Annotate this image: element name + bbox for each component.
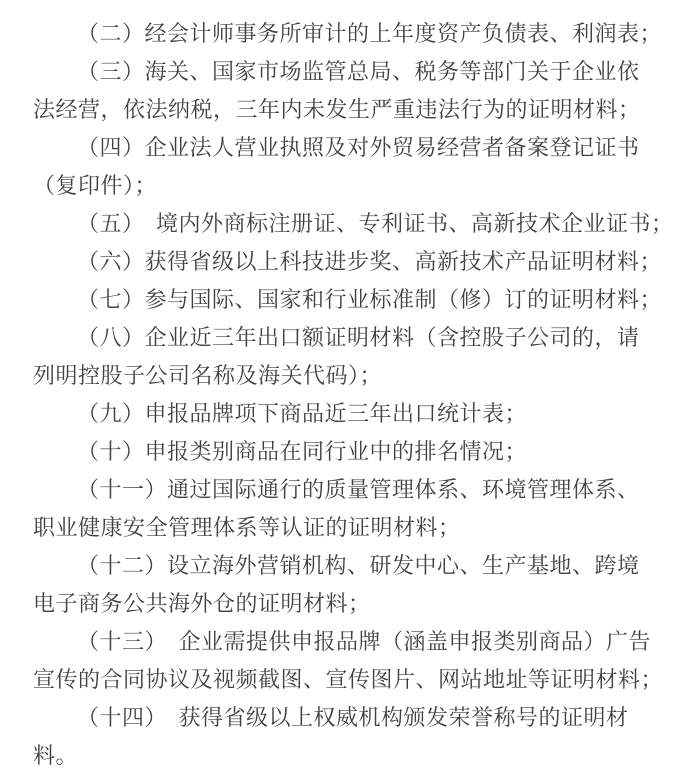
text-line: （十一）通过国际通行的质量管理体系、环境管理体系、 xyxy=(77,477,640,502)
text-line: （十三） 企业需提供申报品牌（涵盖申报类别商品）广告 xyxy=(77,629,652,654)
text-line: （九）申报品牌项下商品近三年出口统计表； xyxy=(77,401,528,426)
text-line: （三）海关、国家市场监管总局、税务等部门关于企业依 xyxy=(77,59,640,84)
paragraph xyxy=(33,205,674,243)
text-line: （六）获得省级以上科技进步奖、高新技术产品证明材料； xyxy=(77,249,663,274)
paragraph xyxy=(33,53,651,129)
paragraph xyxy=(33,433,651,471)
paragraph xyxy=(33,547,651,623)
paragraph xyxy=(33,281,663,319)
text-line: 料。 xyxy=(33,743,79,768)
paragraph xyxy=(33,395,651,433)
text-line: （四）企业法人营业执照及对外贸易经营者备案登记证书 xyxy=(77,135,640,160)
text-line: （十四） 获得省级以上权威机构颁发荣誉称号的证明材 xyxy=(77,705,629,730)
text-line: （十二）设立海外营销机构、研发中心、生产基地、跨境 xyxy=(77,553,640,578)
text-line: （十）申报类别商品在同行业中的排名情况； xyxy=(77,439,528,464)
paragraph xyxy=(33,623,664,699)
text-line: （复印件）； xyxy=(33,173,158,198)
text-line: （五） 境内外商标注册证、专利证书、高新技术企业证书； xyxy=(77,211,674,236)
paragraph xyxy=(33,699,651,775)
text-line: 法经营，依法纳税，三年内未发生严重违法行为的证明材料； xyxy=(33,97,641,122)
text-line: 电子商务公共海外仓的证明材料； xyxy=(33,591,371,616)
text-line: 列明控股子公司名称及海关代码）； xyxy=(33,363,383,388)
paragraph xyxy=(33,243,663,281)
text-line: 职业健康安全管理体系等认证的证明材料； xyxy=(33,515,461,540)
text-line: （二）经会计师事务所审计的上年度资产负债表、利润表； xyxy=(77,21,663,46)
paragraph xyxy=(33,471,651,547)
text-line: （七）参与国际、国家和行业标准制（修）订的证明材料； xyxy=(77,287,663,312)
document-body xyxy=(33,15,674,775)
text-line: 宣传的合同协议及视频截图、宣传图片、网站地址等证明材料； xyxy=(33,667,664,692)
paragraph xyxy=(33,15,663,53)
text-line: （八）企业近三年出口额证明材料（含控股子公司的，请 xyxy=(77,325,640,350)
paragraph xyxy=(33,319,651,395)
paragraph xyxy=(33,129,651,205)
